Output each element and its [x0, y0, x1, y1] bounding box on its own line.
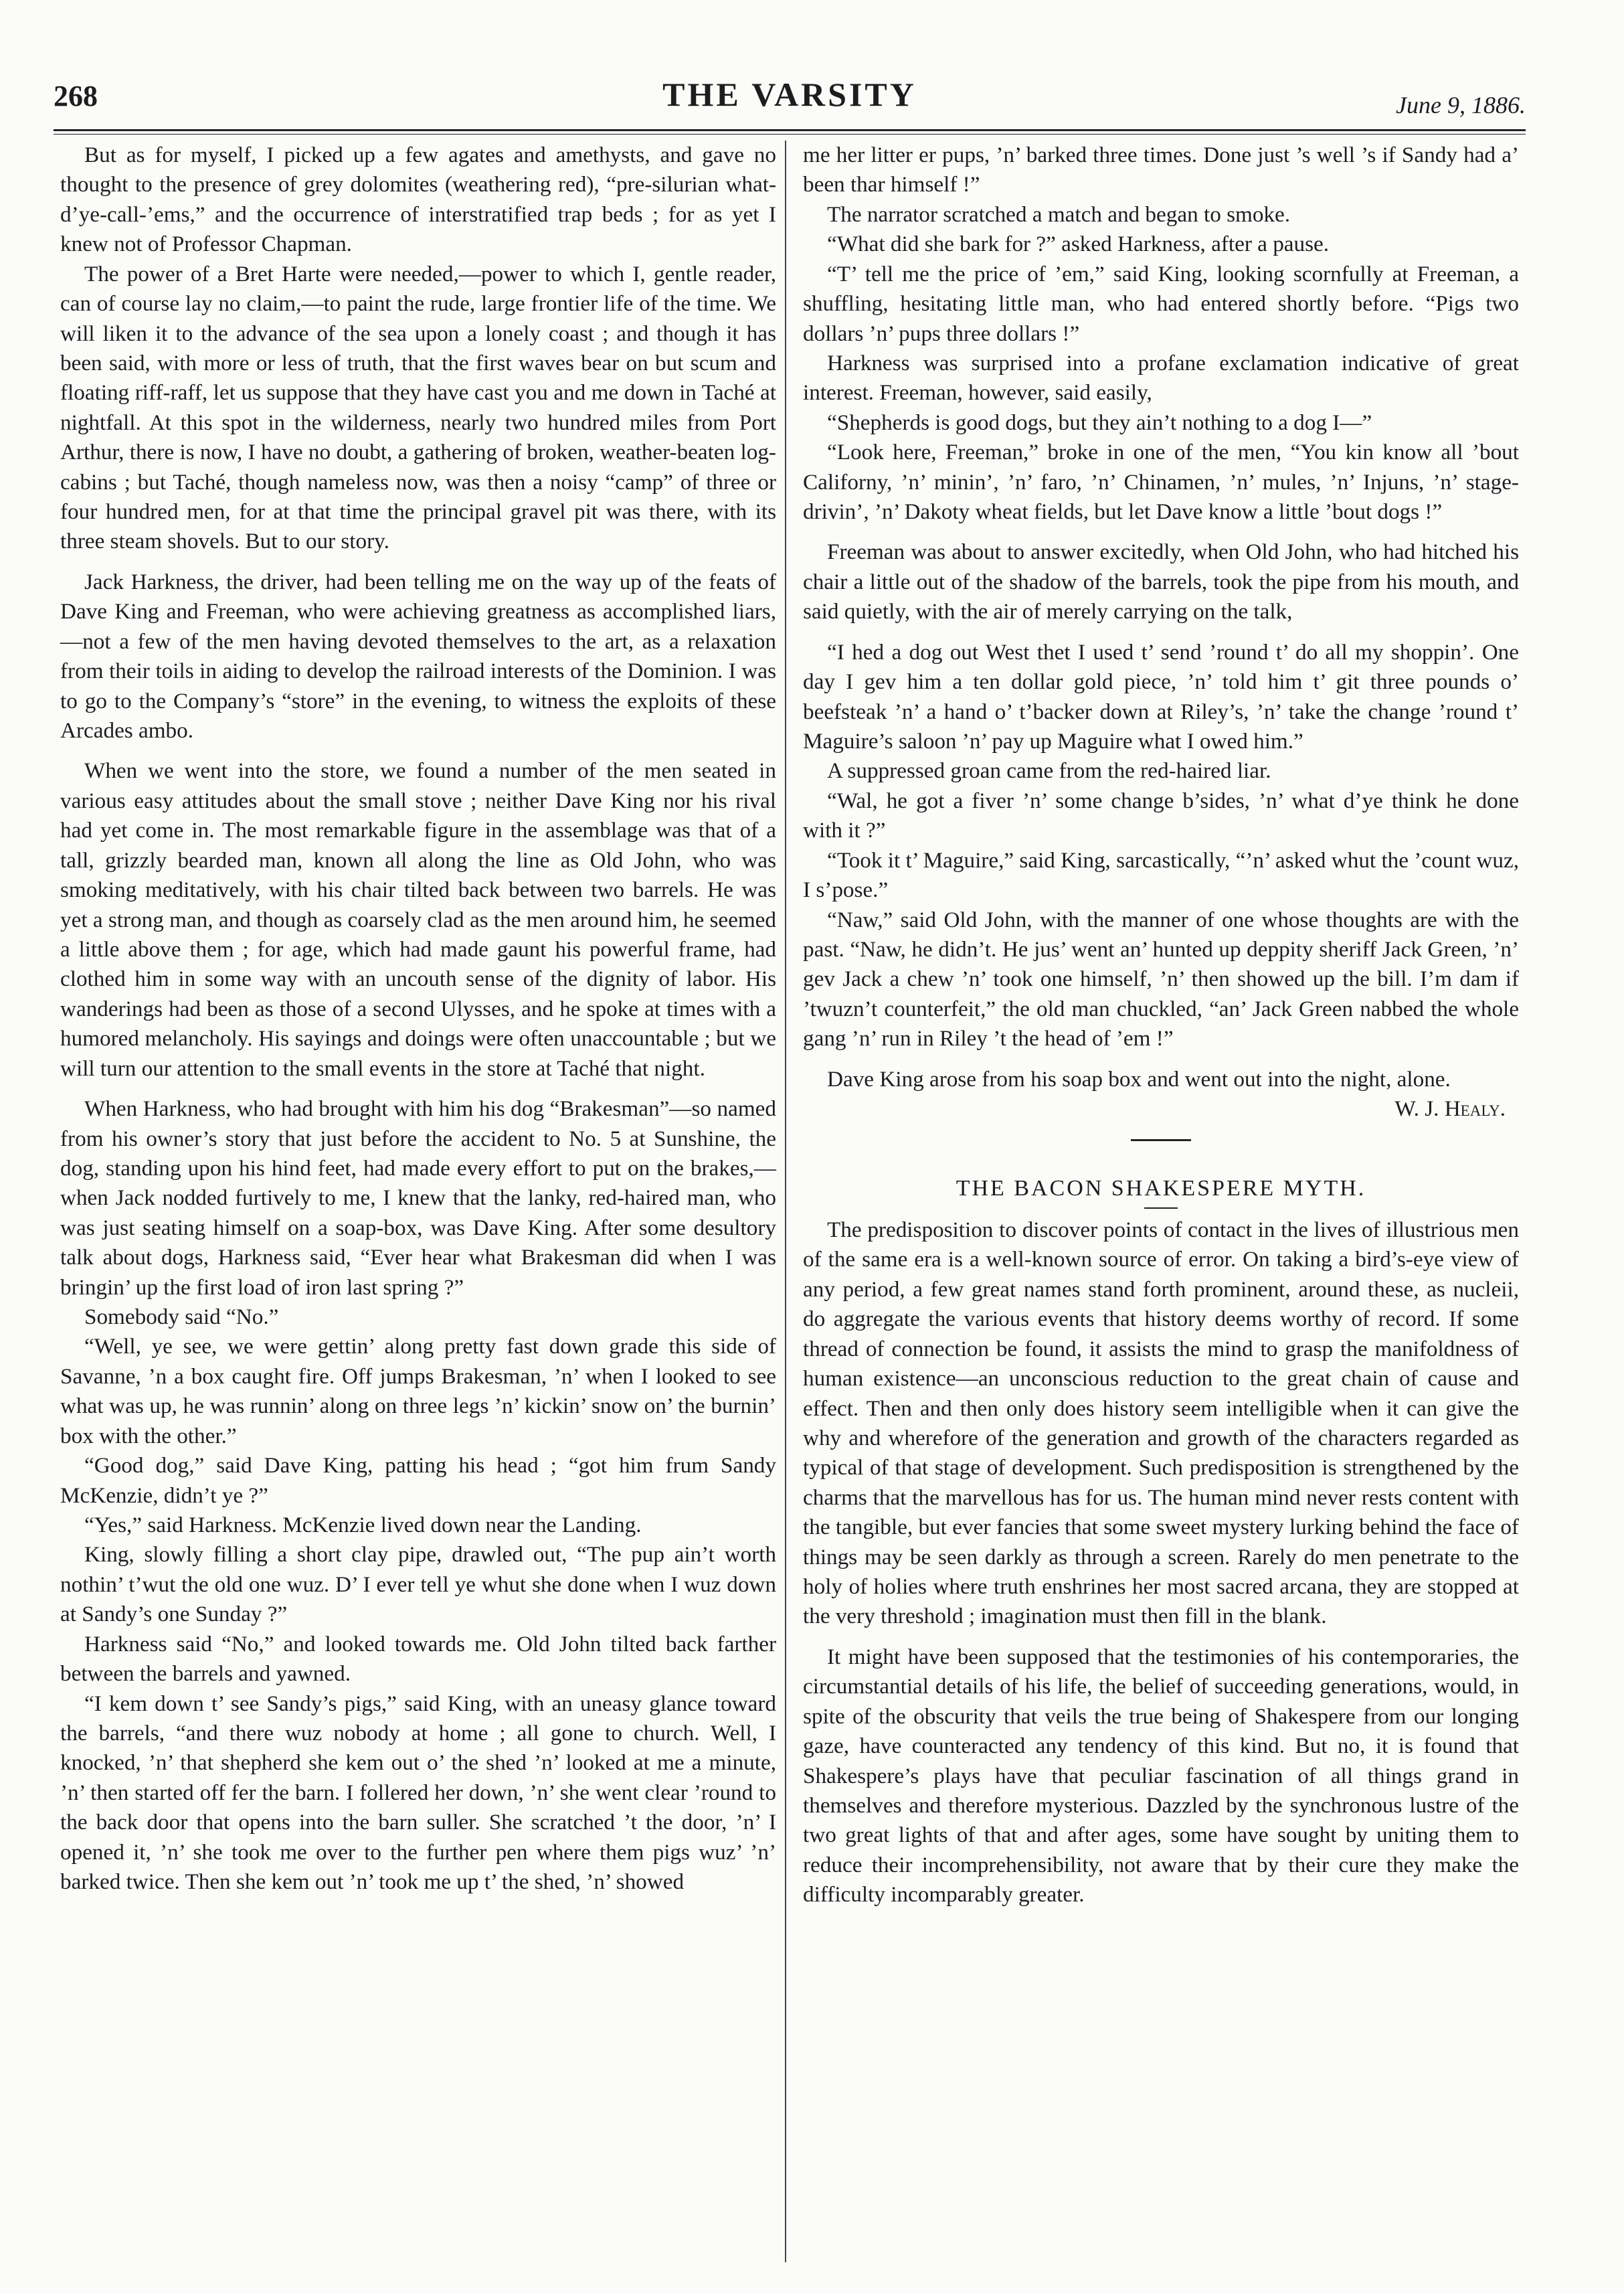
masthead-rule — [54, 129, 1526, 135]
paragraph: The narrator scratched a match and began to smoke. — [827, 201, 1291, 227]
paragraph: When Harkness, who had brought with him his dog “Brakesman”—so named from his owner’s story that just before the accident to No. 5 at Sunshine, the dog, standing upon his hind feet, had made every effort to put on the brakes,—when Jack nodded furtively to me, I knew that the lanky, red-haired man, who was just seating himself on a soap-box, was Dave King. After some desultory talk about dogs, Harkness said, “Ever hear what Brakesman did when I was bringin’ up the first load of iron last spring ?” — [60, 1096, 776, 1300]
newspaper-page — [54, 67, 1526, 2269]
paragraph: It might have been supposed that the testimonies of his contemporaries, the circumstantial details of his life, the belief of succeeding generations, would, in spite of the obscurity that veils the true being of Shakespere from our longing gaze, have counteracted any tendency of this kind. But no, it is found that Shakespere’s plays have that peculiar fascination of all things grand in themselves and therefore mysterious. Dazzled by the synchronous lustre of the two great lights of that and after ages, some have sought by uniting them to reduce their incomprehensibility, not aware that by their cure they make the difficulty incomparably greater. — [803, 1644, 1519, 1907]
paragraph: “Good dog,” said Dave King, patting his head ; “got him frum Sandy McKenzie, didn’t ye ?” — [60, 1453, 776, 1508]
issue-date: June 9, 1886. — [1396, 92, 1526, 118]
paragraph: “Shepherds is good dogs, but they ain’t nothing to a dog I—” — [827, 410, 1372, 435]
paragraph: “Naw,” said Old John, with the manner of one whose thoughts are with the past. “Naw, he didn’t. He jus’ went an’ hunted up deppity sheriff Jack Green, ’n’ gev Jack a chew ’n’ took one himself, ’n’ then showed up the bill. I’m dam if ’twuzn’t counterfeit,” the old man chuckled, “an’ Jack Green nabbed the whole gang ’n’ run in Riley ’t the head of ’em !” — [803, 907, 1519, 1051]
paragraph: A suppressed groan came from the red-haired liar. — [827, 758, 1271, 784]
paragraph: Dave King arose from his soap box and went out into the night, alone. — [827, 1066, 1451, 1092]
section-title: THE BACON SHAKESPERE MYTH. — [956, 1175, 1366, 1201]
column-divider — [785, 141, 786, 2262]
paragraph: Jack Harkness, the driver, had been telling me on the way up of the feats of Dave King and Freeman, who were achieving greatness as accomplished liars,—not a few of the men having devoted themselves to the art, as a relaxation from their toils in aiding to develop the railroad interests of the Dominion. I was to go to the Company’s “store” in the evening, to witness the exploits of these Arcades ambo. — [60, 569, 776, 744]
paragraph: Freeman was about to answer excitedly, when Old John, who had hitched his chair a little out of the shadow of the barrels, took the pipe from his mouth, and said quietly, with the air of merely carrying on the talk, — [803, 539, 1519, 624]
paragraph: The predisposition to discover points of contact in the lives of illustrious men of the same era is a well-known source of error. On taking a bird’s-eye view of any period, a few great names stand forth prominent, around these, as nucleii, do aggregate the various events that history deems worthy of record. If some thread of connection be found, it assists the mind to grasp the manifoldness of human existence—an unconscious reduction to the great chain of cause and effect. Then and then only does history seem intelligible when it can give the why and wherefore of the generation and growth of the characters regarded as typical of that stage of development. Such predisposition is strengthened by the charms that the marvellous has for us. The human mind never rests content with the tangible, but ever fancies that some sweet mystery lurking behind the face of things may be seen darkly as through a screen. Rarely do men penetrate to the holy of holies where truth enshrines her most sacred arcana, they are stopped at the very threshold ; imagination must then fill in the blank. — [803, 1217, 1519, 1629]
columns — [54, 141, 1526, 2262]
paragraph: “T’ tell me the price of ’em,” said King, looking scornfully at Freeman, a shuffling, hesitating little man, who had entered shortly before. “Pigs two dollars ’n’ pups three dollars !” — [803, 261, 1519, 346]
right-column — [803, 141, 1519, 1910]
paragraph: When we went into the store, we found a number of the men seated in various easy attitudes about the small stove ; neither Dave King nor his rival had yet come in. The most remarkable figure in the assemblage was that of a tall, grizzly bearded man, known all along the line as Old John, who was smoking meditatively, with his chair tilted back between two barrels. He was yet a strong man, and though as coarsely clad as the men around him, he seemed a little above them ; for age, which had made gaunt his powerful frame, had clothed him in some way with an uncouth sense of the dignity of labor. His wanderings had been as those of a second Ulysses, and he spoke at times with a humored melancholy. His sayings and doings were often unaccountable ; but we will turn our attention to the small events in the store at Taché that night. — [60, 758, 776, 1081]
paragraph: “I hed a dog out West thet I used t’ send ’round t’ do all my shoppin’. One day I gev him a ten dollar gold piece, ’n’ told him t’ git three pounds o’ beefsteak ’n’ a hand o’ t’backer down at Riley’s, ’n’ take the change ’round t’ Maguire’s saloon ’n’ pay up Maguire what I owed him.” — [803, 639, 1519, 754]
paragraph: The power of a Bret Harte were needed,—power to which I, gentle reader, can of course lay no claim,—to paint the rude, large frontier life of the time. We will liken it to the advance of the sea upon a lonely coast ; and though it has been said, with more or less of truth, that the first waves bear on but scum and floating riff-raff, let us suppose that they have cast you and me down in Taché at nightfall. At this spot in the wilderness, nearly two hundred miles from Port Arthur, there is now, I have no doubt, a gathering of broken, weather-beaten log-cabins ; but Taché, though nameless now, was then a noisy “camp” of three or four hundred men, for at that time the principal gravel pit was there, with its three steam shovels. But to our story. — [60, 261, 776, 554]
title-rule — [1144, 1207, 1178, 1209]
paragraph: Somebody said “No.” — [84, 1304, 279, 1330]
left-column — [60, 141, 776, 1897]
paragraph: Harkness was surprised into a profane exclamation indicative of great interest. Freeman, however, said easily, — [803, 350, 1519, 406]
paragraph: “Yes,” said Harkness. McKenzie lived down near the Landing. — [84, 1512, 642, 1537]
paragraph: “What did she bark for ?” asked Harkness, after a pause. — [827, 232, 1330, 257]
paragraph: “Well, ye see, we were gettin’ along pretty fast down grade this side of Savanne, ’n a box caught fire. Off jumps Brakesman, ’n’ when I looked to see what was up, he was runnin’ along on three legs ’n’ kickin’ snow on’ the burnin’ box with the other.” — [60, 1334, 776, 1448]
paragraph: “Took it t’ Maguire,” said King, sarcastically, “’n’ asked whut the ’count wuz, I s’pose.” — [803, 847, 1519, 903]
publication-title: THE VARSITY — [662, 76, 917, 113]
paragraph: King, slowly filling a short clay pipe, drawled out, “The pup ain’t worth nothin’ t’wut the old one wuz. D’ I ever tell ye whut she done when I wuz down at Sandy’s one Sunday ?” — [60, 1542, 776, 1627]
paragraph: “Look here, Freeman,” broke in one of the men, “You kin know all ’bout Californy, ’n’ minin’, ’n’ faro, ’n’ Chinamen, ’n’ mules, ’n’ Injuns, ’n’ stage-drivin’, ’n’ Dakoty wheat fields, but let Dave know a little ’bout dogs !” — [803, 440, 1519, 525]
page-number: 268 — [54, 80, 98, 112]
section-separator — [1131, 1139, 1191, 1141]
masthead — [54, 67, 1526, 124]
paragraph: “I kem down t’ see Sandy’s pigs,” said King, with an uneasy glance toward the barrels, “and there wuz nobody at home ; all gone to church. Well, I knocked, ’n’ that shepherd she kem out o’ the shed ’n’ looked at me a minute, ’n’ then started off fer the barn. I follered her down, ’n’ she went clear ’round to the back door that opens into the barn suller. She scratched ’t the door, ’n’ I opened it, ’n’ she took me over to the further pen where them pigs wuz’ ’n’ barked twice. Then she kem out ’n’ took me up t’ the shed, ’n’ showed — [60, 1691, 776, 1895]
paragraph: Harkness said “No,” and looked towards me. Old John tilted back farther between the barrels and yawned. — [60, 1631, 776, 1687]
paragraph: me her litter er pups, ’n’ barked three times. Done just ’s well ’s if Sandy had a’ been thar himself !” — [803, 143, 1519, 197]
paragraph: “Wal, he got a fiver ’n’ some change b’sides, ’n’ what d’ye think he done with it ?” — [803, 788, 1519, 843]
paragraph: But as for myself, I picked up a few agates and amethysts, and gave no thought to the presence of grey dolomites (weathering red), “pre-silurian what-d’ye-call-’ems,” and the occurrence of interstratified trap beds ; for as yet I knew not of Professor Chapman. — [60, 143, 776, 257]
author-signature: W. J. Healy. — [1394, 1096, 1506, 1122]
